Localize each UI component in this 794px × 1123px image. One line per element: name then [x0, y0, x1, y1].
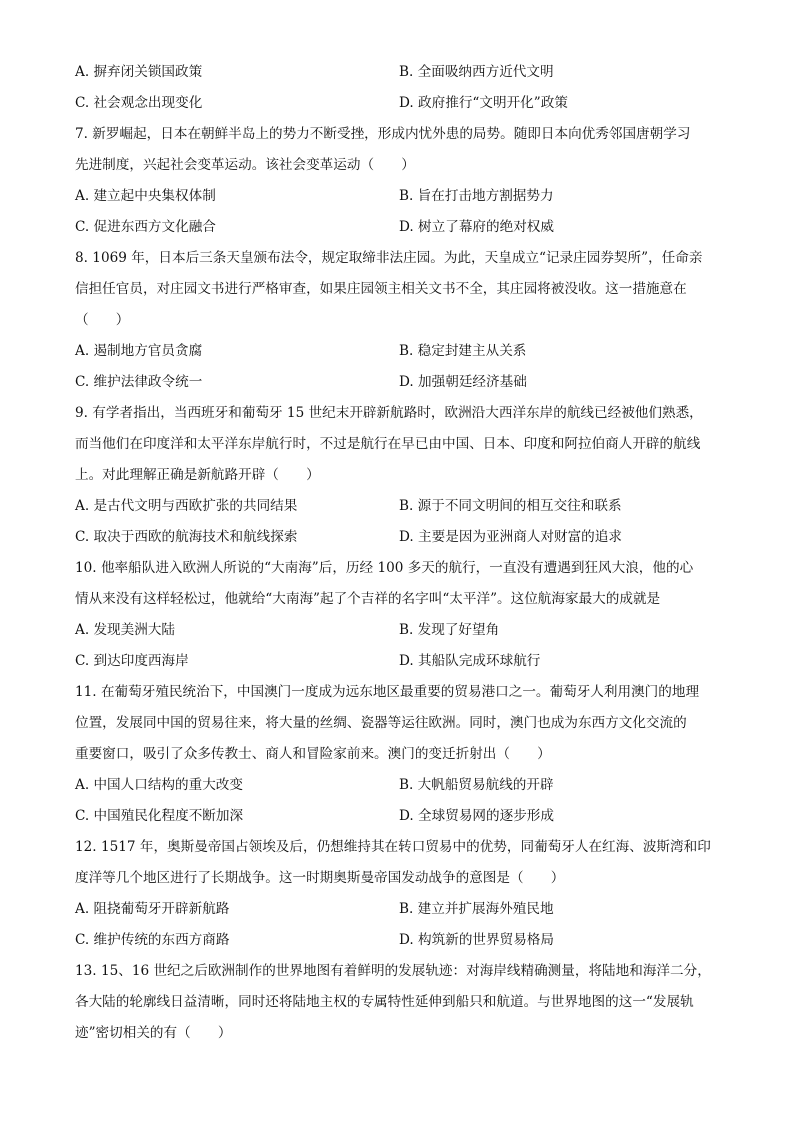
answer-option: B. 全面吸纳西方近代文明 — [399, 64, 554, 80]
answer-option: B. 发现了好望角 — [399, 622, 500, 638]
answer-option: A. 遏制地方官员贪腐 — [75, 343, 203, 359]
question-line: 10. 他率船队进入欧洲人所说的“大南海”后，历经 100 多天的航行，一直没有遭遇到狂风大浪，他的心 — [75, 560, 694, 576]
answer-option: A. 摒弃闭关锁国政策 — [75, 64, 203, 80]
answer-option: D. 加强朝廷经济基础 — [399, 374, 527, 390]
option-row — [75, 88, 725, 119]
answer-option: A. 建立起中央集权体制 — [75, 188, 216, 204]
question-line: 9. 有学者指出，当西班牙和葡萄牙 15 世纪末开辟新航路时，欧洲沿大西洋东岸的航线已经被他们熟悉， — [75, 405, 703, 421]
option-row — [75, 491, 725, 522]
answer-option: A. 是古代文明与西欧扩张的共同结果 — [75, 498, 298, 514]
answer-option: D. 其船队完成环球航行 — [399, 653, 541, 669]
question-line: 各大陆的轮廓线日益清晰，同时还将陆地主权的专属特性延伸到船只和航道。与世界地图的这一“发展轨 — [75, 994, 694, 1010]
question-line: 而当他们在印度洋和太平洋东岸航行时，不过是航行在早已由中国、日本、印度和阿拉伯商人开辟的航线 — [75, 436, 701, 452]
answer-option: C. 中国殖民化程度不断加深 — [75, 808, 244, 824]
option-row — [75, 615, 725, 646]
question-stem — [75, 553, 725, 615]
answer-option: C. 到达印度西海岸 — [75, 653, 189, 669]
question-line: 位置，发展同中国的贸易往来，将大量的丝绸、瓷器等运往欧洲。同时，澳门也成为东西方文化交流的 — [75, 715, 687, 731]
question-stem — [75, 398, 725, 491]
question-line: 情从来没有这样轻松过，他就给“大南海”起了个吉祥的名字叫“太平洋”。这位航海家最大的成就是 — [75, 591, 661, 607]
question-line: 7. 新罗崛起，日本在朝鲜半岛上的势力不断受挫，形成内忧外患的局势。随即日本向优秀邻国唐朝学习 — [75, 126, 691, 142]
question-line: 信担任官员，对庄园文书进行严格审查，如果庄园领主相关文书不全，其庄园将被没收。这一措施意在 — [75, 281, 687, 297]
question-line: 度洋等几个地区进行了长期战争。这一时期奥斯曼帝国发动战争的意图是（ ） — [75, 870, 565, 886]
question-line: 8. 1069 年，日本后三条天皇颁布法令，规定取缔非法庄园。为此，天皇成立“记录庄园券契所”，任命亲 — [75, 250, 703, 266]
answer-option: A. 阻挠葡萄牙开辟新航路 — [75, 901, 230, 917]
answer-option: B. 稳定封建主从关系 — [399, 343, 527, 359]
answer-option: D. 构筑新的世界贸易格局 — [399, 932, 554, 948]
option-row — [75, 57, 725, 88]
question-stem — [75, 119, 725, 181]
answer-option: B. 旨在打击地方割据势力 — [399, 188, 554, 204]
answer-option: C. 取决于西欧的航海技术和航线探索 — [75, 529, 298, 545]
option-row — [75, 894, 725, 925]
question-line: 迹”密切相关的有（ ） — [75, 1025, 232, 1041]
question-line: 12. 1517 年，奥斯曼帝国占领埃及后，仍想维持其在转口贸易中的优势，同葡萄牙人在红海、波斯湾和印 — [75, 839, 711, 855]
question-stem — [75, 956, 725, 1049]
option-row — [75, 212, 725, 243]
answer-option: B. 源于不同文明间的相互交往和联系 — [399, 498, 622, 514]
question-stem — [75, 243, 725, 336]
answer-option: B. 建立并扩展海外殖民地 — [399, 901, 554, 917]
answer-option: D. 全球贸易网的逐步形成 — [399, 808, 554, 824]
option-row — [75, 367, 725, 398]
question-line: 重要窗口，吸引了众多传教士、商人和冒险家前来。澳门的变迁折射出（ ） — [75, 746, 551, 762]
question-line: 先进制度，兴起社会变革运动。该社会变革运动（ ） — [75, 157, 415, 173]
answer-option: C. 促进东西方文化融合 — [75, 219, 216, 235]
answer-option: C. 社会观念出现变化 — [75, 95, 203, 111]
answer-option: A. 中国人口结构的重大改变 — [75, 777, 243, 793]
answer-option: B. 大帆船贸易航线的开辟 — [399, 777, 554, 793]
option-row — [75, 181, 725, 212]
question-line: 上。对此理解正确是新航路开辟（ ） — [75, 467, 320, 483]
answer-option: D. 政府推行“文明开化”政策 — [399, 95, 568, 111]
question-line: 13. 15、16 世纪之后欧洲制作的世界地图有着鲜明的发展轨迹：对海岸线精确测量，将陆地和海洋二分， — [75, 963, 711, 979]
answer-option: C. 维护传统的东西方商路 — [75, 932, 230, 948]
option-row — [75, 336, 725, 367]
question-stem — [75, 832, 725, 894]
option-row — [75, 646, 725, 677]
question-stem — [75, 677, 725, 770]
answer-option: A. 发现美洲大陆 — [75, 622, 176, 638]
answer-option: C. 维护法律政令统一 — [75, 374, 203, 390]
question-line: （ ） — [75, 312, 130, 328]
option-row — [75, 522, 725, 553]
answer-option: D. 主要是因为亚洲商人对财富的追求 — [399, 529, 622, 545]
answer-option: D. 树立了幕府的绝对权威 — [399, 219, 554, 235]
question-line: 11. 在葡萄牙殖民统治下，中国澳门一度成为远东地区最重要的贸易港口之一。葡萄牙人利用澳门的地理 — [75, 684, 700, 700]
option-row — [75, 925, 725, 956]
option-row — [75, 801, 725, 832]
option-row — [75, 770, 725, 801]
